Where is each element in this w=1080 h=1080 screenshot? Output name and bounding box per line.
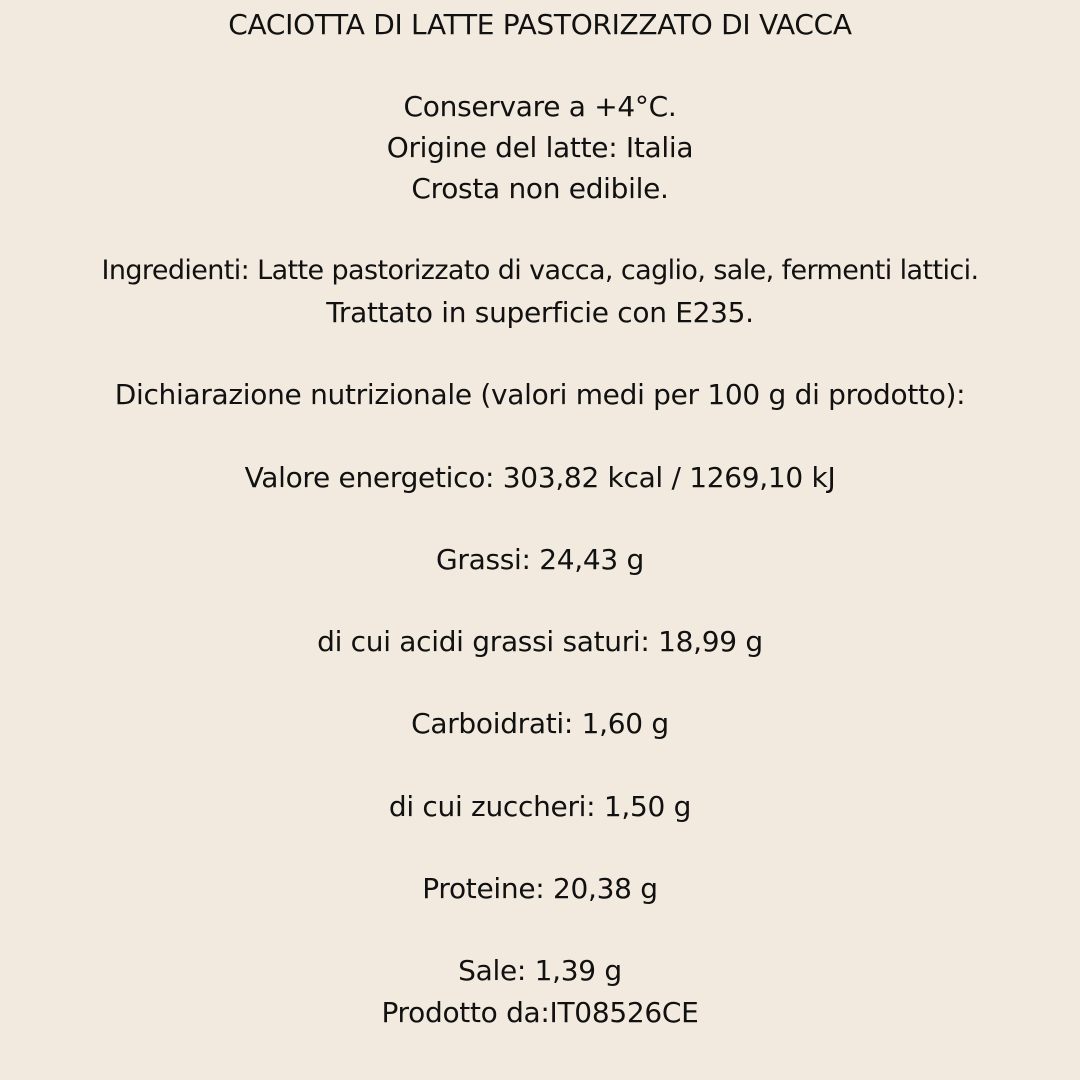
- nutrition-energy: Valore energetico: 303,82 kcal / 1269,10 kJ: [244, 461, 836, 494]
- nutrition-heading: Dichiarazione nutrizionale (valori medi per 100 g di prodotto):: [114, 378, 966, 411]
- nutrition-sugars: di cui zuccheri: 1,50 g: [388, 790, 692, 823]
- producer-code: Prodotto da:IT08526CE: [381, 996, 699, 1029]
- nutrition-fat: Grassi: 24,43 g: [436, 543, 644, 576]
- storage-instruction: Conservare a +4°C.: [403, 90, 677, 123]
- nutrition-protein: Proteine: 20,38 g: [422, 872, 658, 905]
- milk-origin: Origine del latte: Italia: [386, 131, 694, 164]
- product-title: CACIOTTA DI LATTE PASTORIZZATO DI VACCA: [228, 8, 852, 41]
- nutrition-salt: Sale: 1,39 g: [458, 954, 622, 987]
- ingredients-text: Ingredienti: Latte pastorizzato di vacca, caglio, sale, fermenti lattici.: [101, 255, 979, 286]
- rind-note: Crosta non edibile.: [411, 172, 669, 205]
- nutrition-carbohydrates: Carboidrati: 1,60 g: [411, 707, 669, 740]
- surface-treatment: Trattato in superficie con E235.: [326, 296, 754, 329]
- nutrition-saturated-fat: di cui acidi grassi saturi: 18,99 g: [317, 625, 763, 658]
